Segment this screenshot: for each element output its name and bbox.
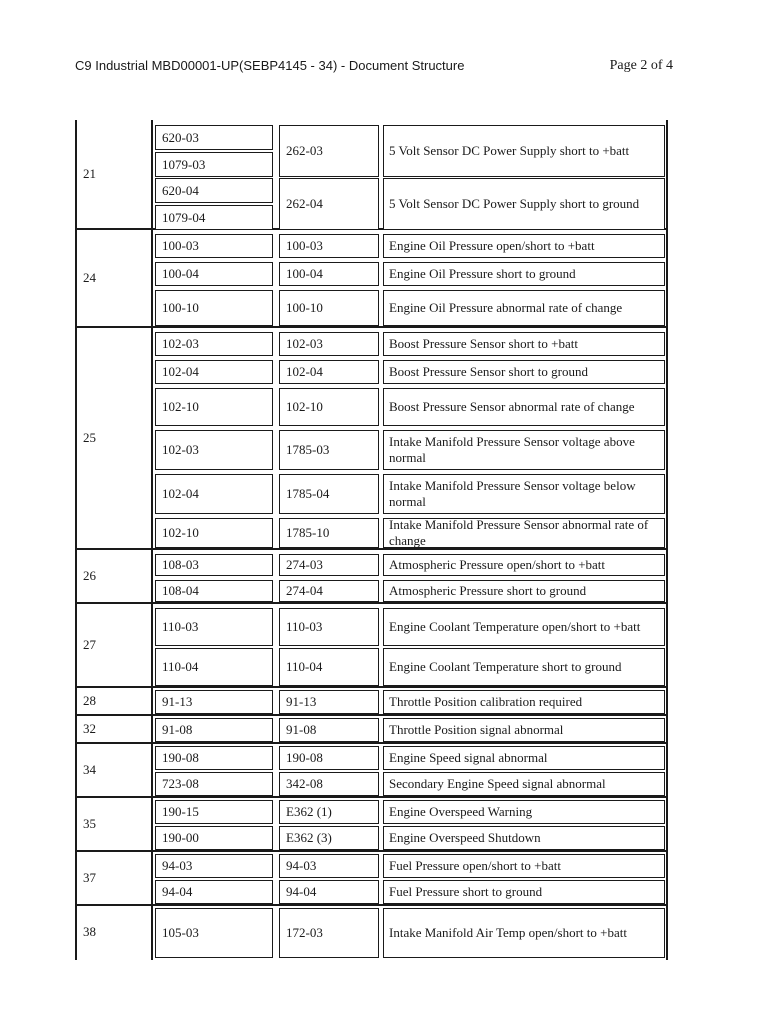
page-header: [75, 58, 673, 78]
column-divider: [151, 906, 153, 960]
alt-code-cell: 100-10: [279, 290, 379, 326]
description-cell: Fuel Pressure short to ground: [383, 880, 665, 904]
column-divider: [151, 744, 153, 798]
alt-code-cell: E362 (1): [279, 800, 379, 824]
code-group-32: [75, 716, 668, 744]
description-cell: 5 Volt Sensor DC Power Supply short to +batt: [383, 125, 665, 177]
code-group-21: [75, 120, 668, 230]
description-cell: Engine Coolant Temperature open/short to +batt: [383, 608, 665, 646]
description-cell: Secondary Engine Speed signal abnormal: [383, 772, 665, 796]
column-divider: [151, 230, 153, 328]
cid-fmi-cell: 102-04: [155, 360, 273, 384]
alt-code-cell: 274-04: [279, 580, 379, 602]
alt-code-cell: 274-03: [279, 554, 379, 576]
description-cell: Intake Manifold Pressure Sensor voltage above normal: [383, 430, 665, 470]
code-group-25: [75, 328, 668, 550]
column-divider: [151, 550, 153, 604]
description-cell: Engine Overspeed Warning: [383, 800, 665, 824]
alt-code-cell: 110-04: [279, 648, 379, 686]
code-group-24: [75, 230, 668, 328]
cid-fmi-cell: 108-04: [155, 580, 273, 602]
description-cell: Atmospheric Pressure open/short to +batt: [383, 554, 665, 576]
group-code: 24: [83, 270, 96, 285]
code-group-35: [75, 798, 668, 852]
description-cell: Fuel Pressure open/short to +batt: [383, 854, 665, 878]
alt-code-cell: 102-03: [279, 332, 379, 356]
description-cell: Engine Oil Pressure open/short to +batt: [383, 234, 665, 258]
alt-code-cell: 110-03: [279, 608, 379, 646]
cid-fmi-cell: 620-03: [155, 125, 273, 150]
cid-fmi-cell: 1079-04: [155, 205, 273, 230]
description-cell: 5 Volt Sensor DC Power Supply short to ground: [383, 178, 665, 230]
cid-fmi-cell: 105-03: [155, 908, 273, 958]
cid-fmi-cell: 100-03: [155, 234, 273, 258]
description-cell: Intake Manifold Air Temp open/short to +batt: [383, 908, 665, 958]
cid-fmi-cell: 102-03: [155, 430, 273, 470]
cid-fmi-cell: 100-10: [155, 290, 273, 326]
cid-fmi-cell: 102-10: [155, 518, 273, 548]
cid-fmi-cell: 102-10: [155, 388, 273, 426]
description-cell: Engine Coolant Temperature short to ground: [383, 648, 665, 686]
column-divider: [151, 798, 153, 852]
alt-code-cell: 102-10: [279, 388, 379, 426]
column-divider: [151, 688, 153, 716]
group-code: 37: [83, 870, 96, 885]
alt-code-cell: 94-03: [279, 854, 379, 878]
description-cell: Throttle Position calibration required: [383, 690, 665, 714]
cid-fmi-cell: 190-00: [155, 826, 273, 850]
alt-code-cell: 172-03: [279, 908, 379, 958]
alt-code-cell: 102-04: [279, 360, 379, 384]
description-cell: Throttle Position signal abnormal: [383, 718, 665, 742]
code-group-26: [75, 550, 668, 604]
cid-fmi-cell: 94-03: [155, 854, 273, 878]
column-divider: [151, 604, 153, 688]
cid-fmi-cell: 110-03: [155, 608, 273, 646]
alt-code-cell: 100-04: [279, 262, 379, 286]
alt-code-cell: 262-03: [279, 125, 379, 177]
group-code: 38: [83, 924, 96, 939]
description-cell: Intake Manifold Pressure Sensor abnormal rate of change: [383, 518, 665, 548]
group-code: 35: [83, 816, 96, 831]
group-code: 27: [83, 637, 96, 652]
alt-code-cell: E362 (3): [279, 826, 379, 850]
description-cell: Engine Oil Pressure abnormal rate of change: [383, 290, 665, 326]
description-cell: Engine Speed signal abnormal: [383, 746, 665, 770]
cid-fmi-cell: 723-08: [155, 772, 273, 796]
document-title: C9 Industrial MBD00001-UP(SEBP4145 - 34) - Document Structure: [75, 58, 465, 73]
page-number: Page 2 of 4: [609, 58, 673, 73]
code-group-37: [75, 852, 668, 906]
group-code: 32: [83, 721, 96, 736]
column-divider: [151, 328, 153, 550]
cid-fmi-cell: 1079-03: [155, 152, 273, 177]
cid-fmi-cell: 190-08: [155, 746, 273, 770]
alt-code-cell: 1785-10: [279, 518, 379, 548]
cid-fmi-cell: 110-04: [155, 648, 273, 686]
alt-code-cell: 100-03: [279, 234, 379, 258]
description-cell: Intake Manifold Pressure Sensor voltage below normal: [383, 474, 665, 514]
alt-code-cell: 190-08: [279, 746, 379, 770]
group-code: 21: [83, 166, 96, 181]
description-cell: Boost Pressure Sensor abnormal rate of change: [383, 388, 665, 426]
description-cell: Engine Oil Pressure short to ground: [383, 262, 665, 286]
cid-fmi-cell: 190-15: [155, 800, 273, 824]
cid-fmi-cell: 102-04: [155, 474, 273, 514]
cid-fmi-cell: 108-03: [155, 554, 273, 576]
description-cell: Boost Pressure Sensor short to +batt: [383, 332, 665, 356]
cid-fmi-cell: 91-13: [155, 690, 273, 714]
code-group-27: [75, 604, 668, 688]
code-group-28: [75, 688, 668, 716]
column-divider: [151, 852, 153, 906]
column-divider: [151, 716, 153, 744]
alt-code-cell: 1785-03: [279, 430, 379, 470]
cid-fmi-cell: 102-03: [155, 332, 273, 356]
description-cell: Boost Pressure Sensor short to ground: [383, 360, 665, 384]
group-code: 25: [83, 430, 96, 445]
group-code: 34: [83, 762, 96, 777]
alt-code-cell: 1785-04: [279, 474, 379, 514]
group-code: 28: [83, 693, 96, 708]
cid-fmi-cell: 91-08: [155, 718, 273, 742]
alt-code-cell: 262-04: [279, 178, 379, 230]
cid-fmi-cell: 100-04: [155, 262, 273, 286]
alt-code-cell: 91-13: [279, 690, 379, 714]
alt-code-cell: 94-04: [279, 880, 379, 904]
description-cell: Engine Overspeed Shutdown: [383, 826, 665, 850]
code-group-38: [75, 906, 668, 960]
description-cell: Atmospheric Pressure short to ground: [383, 580, 665, 602]
code-group-34: [75, 744, 668, 798]
diagnostic-code-table: [75, 120, 668, 960]
alt-code-cell: 91-08: [279, 718, 379, 742]
column-divider: [151, 120, 153, 230]
alt-code-cell: 342-08: [279, 772, 379, 796]
cid-fmi-cell: 94-04: [155, 880, 273, 904]
group-code: 26: [83, 568, 96, 583]
cid-fmi-cell: 620-04: [155, 178, 273, 203]
